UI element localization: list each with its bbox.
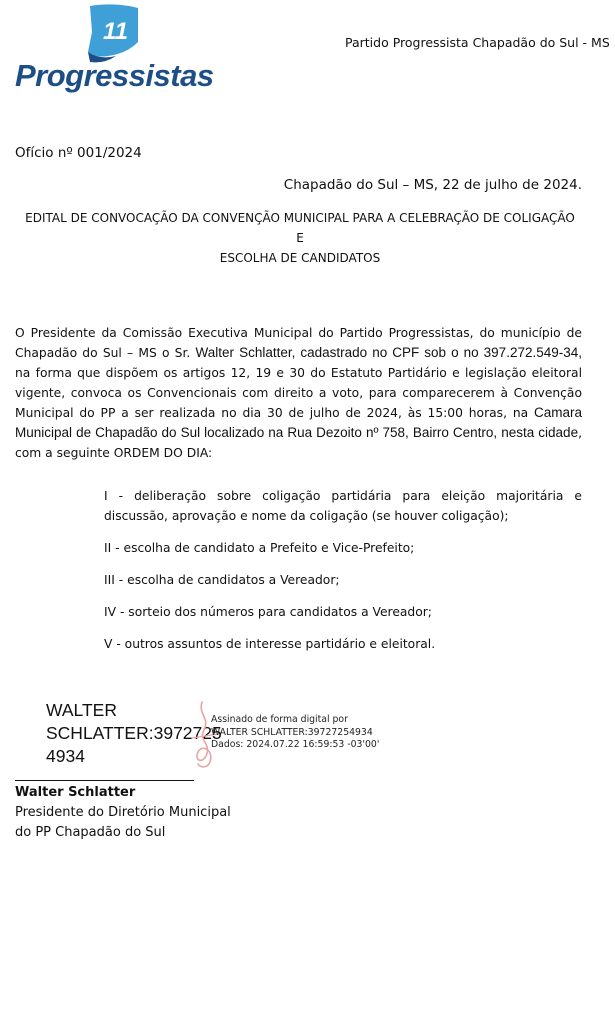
date-line: Chapadão do Sul – MS, 22 de julho de 2024. — [283, 177, 582, 193]
header-party-name: Partido Progressista Chapadão do Sul - MS — [345, 35, 610, 50]
digital-signature-info — [211, 714, 379, 752]
body-text-name-cpf: Walter Schlatter, cadastrado no CPF sob o no 397.272.549-34, — [195, 345, 582, 360]
signer-role: Presidente do Diretório Municipal — [15, 805, 231, 820]
office-number: Ofício nº 001/2024 — [15, 145, 142, 161]
signature-info-line: Assinado de forma digital por — [211, 714, 348, 725]
agenda-item: IV - sorteio dos números para candidatos a Vereador; — [104, 605, 432, 619]
signature-name-line: WALTER — [46, 700, 117, 720]
body-text: na forma que dispõem os artigos 12, 19 e 30 do Estatuto Partidário e legislação eleitoral vigente, convoca os Convencionais com direito a voto, para comparecerem à Convenção Municipal do PP a ser realizada no dia 30 de julho de 2024, às 15:00 horas, na — [15, 366, 582, 420]
agenda-item: I - deliberação sobre coligação partidária para eleição majoritária e discussão, aprovação e nome da coligação (se houver coligação); — [104, 489, 582, 523]
signature-name-line: SCHLATTER:3972725 — [46, 723, 222, 743]
logo-number: 11 — [103, 18, 128, 45]
edital-title-line: ESCOLHA DE CANDIDATOS — [219, 251, 381, 265]
body-text: , com a seguinte ORDEM DO DIA: — [15, 426, 582, 460]
signature-info-line: WALTER SCHLATTER:39727254934 — [211, 726, 373, 738]
logo-text: Progressistas — [15, 58, 214, 93]
signer-role: do PP Chapadão do Sul — [15, 825, 166, 840]
party-logo-icon — [86, 2, 142, 64]
convocation-paragraph — [15, 323, 582, 463]
body-text-location: Camara Municipal de Chapadão do Sul localizado na Rua Dezoito nº 758, Bairro Centro, nesta cidade — [15, 405, 582, 440]
agenda-list — [104, 486, 582, 666]
edital-title — [20, 208, 580, 268]
signer-name: Walter Schlatter — [15, 785, 136, 800]
agenda-item: III - escolha de candidatos a Vereador; — [104, 573, 340, 587]
edital-title-line: EDITAL DE CONVOCAÇÃO DA CONVENÇÃO MUNICIPAL PARA A CELEBRAÇÃO DE COLIGAÇÃO E — [25, 211, 575, 245]
body-text: O Presidente da Comissão Executiva Municipal do Partido Progressistas, do município de Chapadão do Sul – MS o Sr. — [15, 326, 582, 360]
agenda-item: II - escolha de candidato a Prefeito e Vice-Prefeito; — [104, 541, 415, 555]
signature-line — [15, 780, 194, 781]
signature-info-line: Dados: 2024.07.22 16:59:53 -03'00' — [211, 739, 380, 750]
signer-block — [15, 783, 231, 843]
signature-name-line: 4934 — [46, 746, 85, 766]
agenda-item: V - outros assuntos de interesse partidário e eleitoral. — [104, 637, 436, 651]
